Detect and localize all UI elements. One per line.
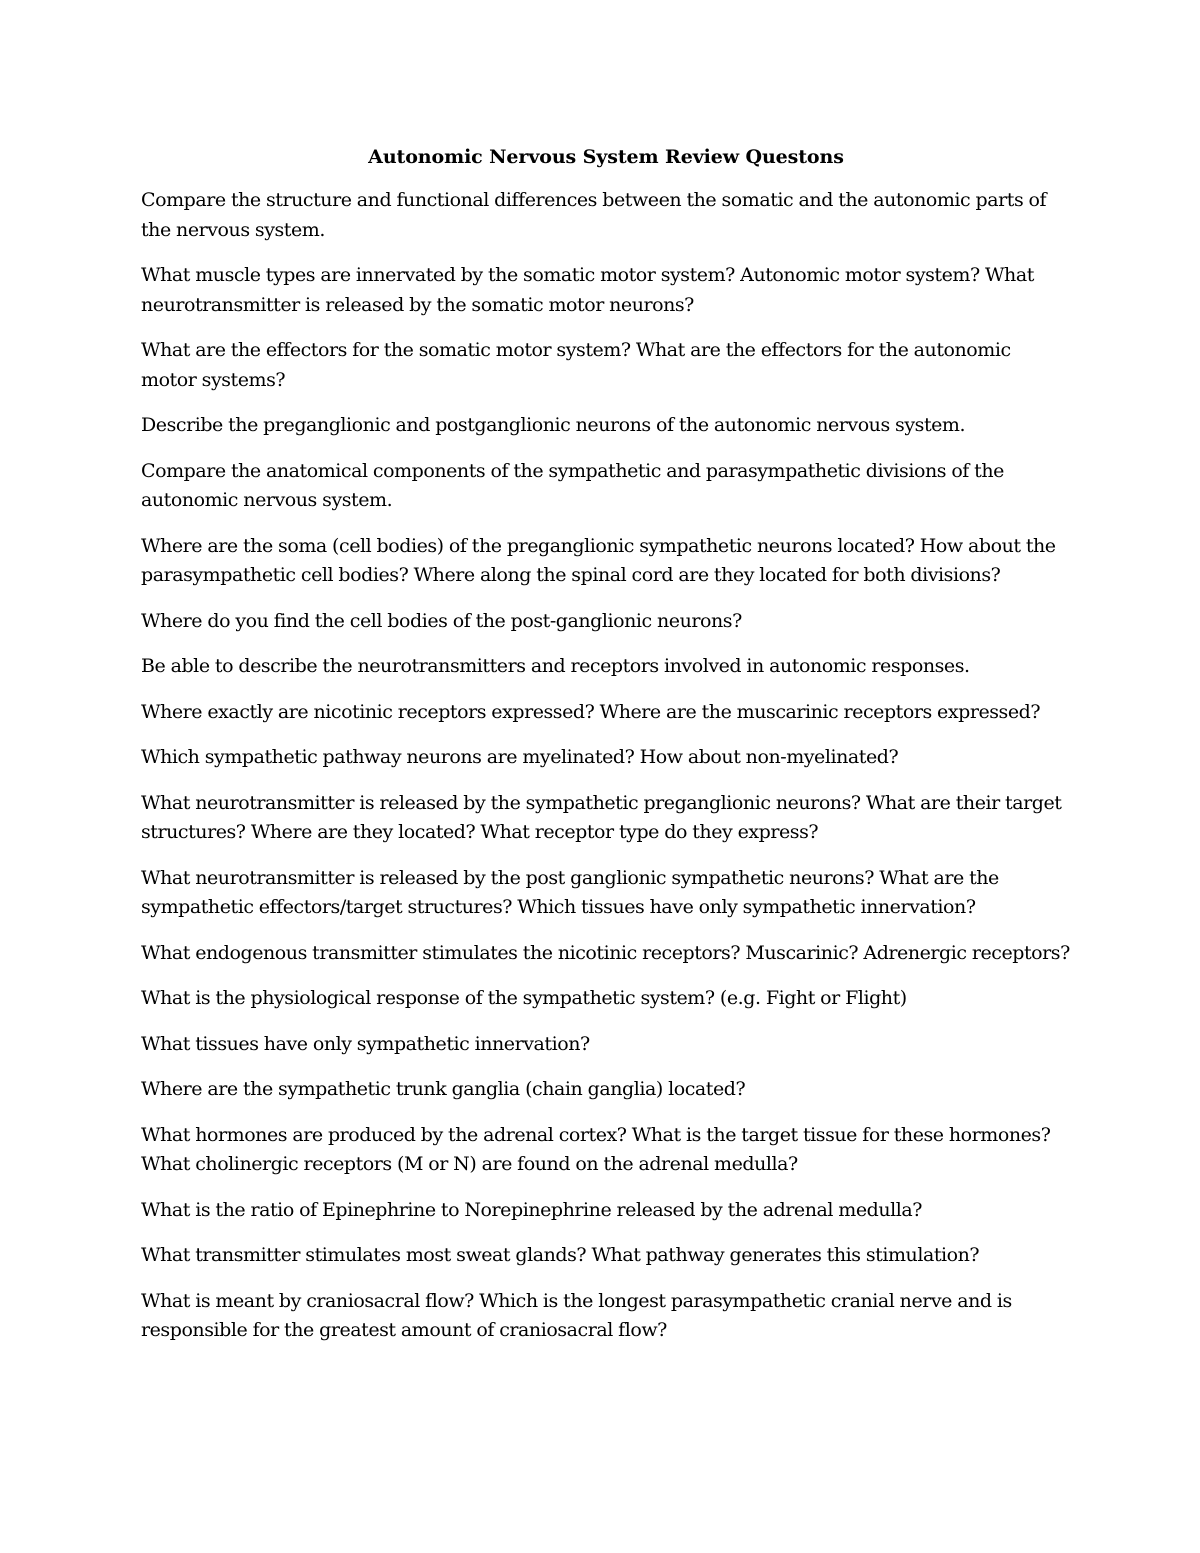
question-item: What is the physiological response of the sympathetic system? (e.g. Fight or Flight) <box>141 987 907 1009</box>
question-item: What is meant by craniosacral flow? Which is the longest parasympathetic cranial nerve and is responsible for the greatest amount of craniosacral flow? <box>141 1289 1012 1341</box>
document-title: Autonomic Nervous System Review Questons <box>368 146 844 168</box>
document-body <box>141 143 1071 1362</box>
question-item: Be able to describe the neurotransmitters and receptors involved in autonomic responses. <box>141 655 970 677</box>
question-item: Where are the soma (cell bodies) of the preganglionic sympathetic neurons located? How about the parasympathetic cell bodies? Where along the spinal cord are they located for both divisions? <box>141 534 1056 586</box>
question-item: What endogenous transmitter stimulates the nicotinic receptors? Muscarinic? Adrenergic receptors? <box>141 941 1070 964</box>
question-item: What is the ratio of Epinephrine to Norepinephrine released by the adrenal medulla? <box>141 1198 923 1221</box>
question-list <box>141 186 1071 1346</box>
question-item: Which sympathetic pathway neurons are myelinated? How about non-myelinated? <box>141 746 899 768</box>
question-item: Where do you find the cell bodies of the post-ganglionic neurons? <box>141 609 742 632</box>
question-item: What hormones are produced by the adrenal cortex? What is the target tissue for these hormones? What cholinergic receptors (M or N) are found on the adrenal medulla? <box>141 1123 1051 1175</box>
question-item: What neurotransmitter is released by the post ganglionic sympathetic neurons? What are the sympathetic effectors/target structures? Which tissues have only sympathetic innervation? <box>141 866 999 918</box>
question-item: Compare the anatomical components of the sympathetic and parasympathetic divisions of the autonomic nervous system. <box>141 459 1004 511</box>
question-item: Describe the preganglionic and postganglionic neurons of the autonomic nervous system. <box>141 414 966 436</box>
question-item: What neurotransmitter is released by the sympathetic preganglionic neurons? What are their target structures? Where are they located? What receptor type do they express? <box>141 791 1062 843</box>
question-item: What are the effectors for the somatic motor system? What are the effectors for the autonomic motor systems? <box>141 339 1011 391</box>
question-item: What transmitter stimulates most sweat glands? What pathway generates this stimulation? <box>141 1244 980 1266</box>
question-item: Compare the structure and functional differences between the somatic and the autonomic parts of the nervous system. <box>141 189 1047 241</box>
question-item: What muscle types are innervated by the somatic motor system? Autonomic motor system? What neurotransmitter is released by the somatic motor neurons? <box>141 264 1034 316</box>
question-item: What tissues have only sympathetic innervation? <box>141 1032 590 1055</box>
question-item: Where exactly are nicotinic receptors expressed? Where are the muscarinic receptors expressed? <box>141 700 1041 723</box>
question-item: Where are the sympathetic trunk ganglia (chain ganglia) located? <box>141 1078 746 1100</box>
